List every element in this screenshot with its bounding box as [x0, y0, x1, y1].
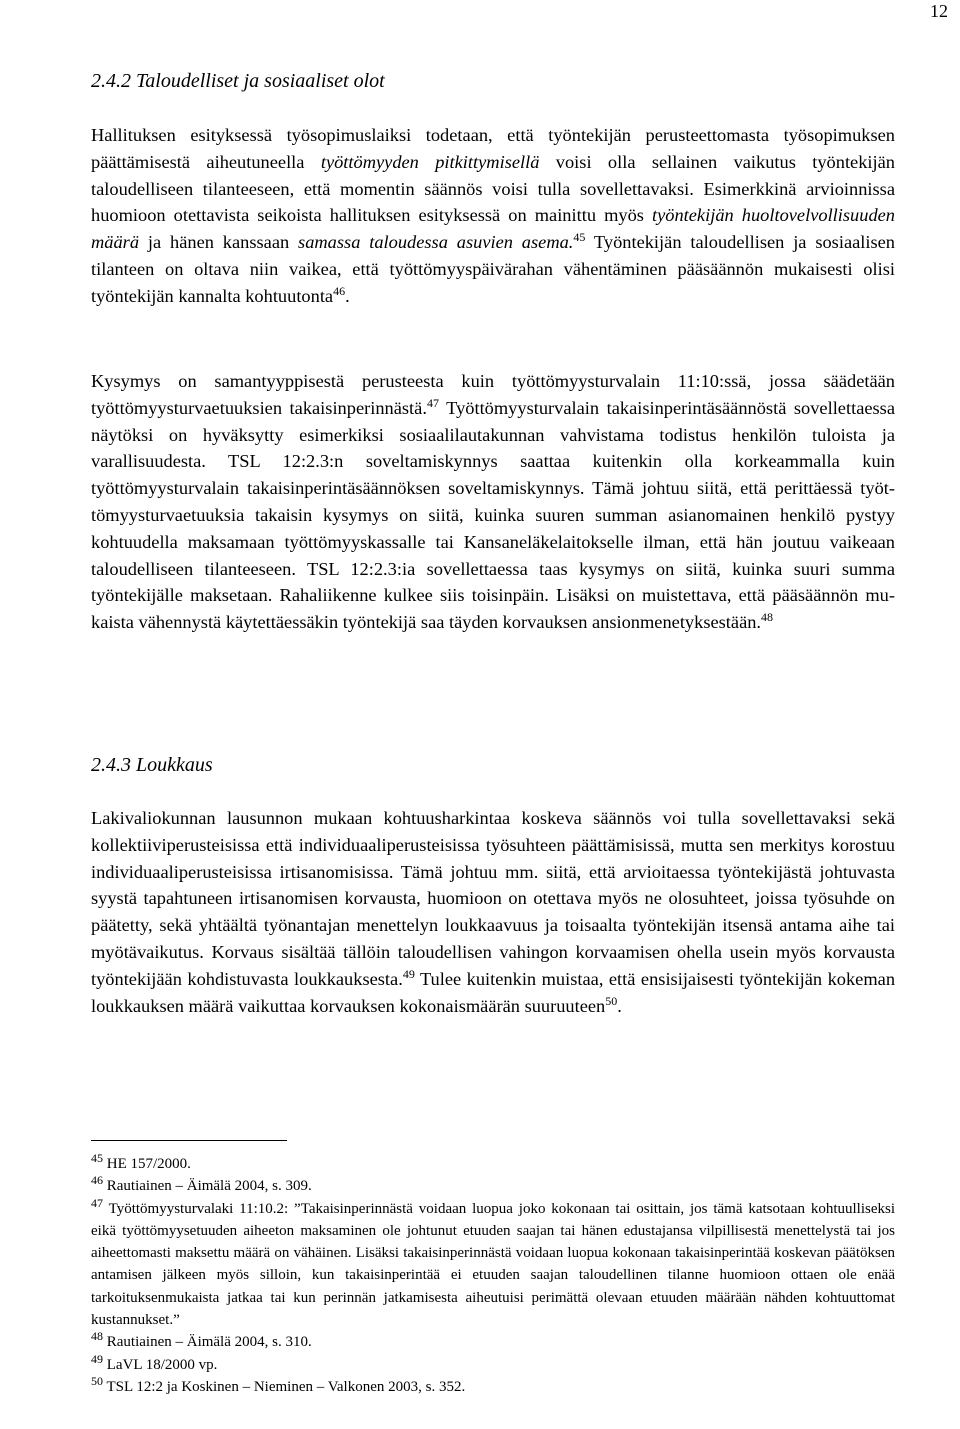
footnote-number: 49: [91, 1351, 103, 1366]
footnote-number: 47: [91, 1195, 103, 1210]
footnote-divider: [91, 1140, 287, 1141]
footnote-reference: 48: [761, 610, 774, 625]
footnote-reference: 46: [333, 283, 346, 298]
emphasis-text: työttömyyden pitkittymisellä: [320, 151, 540, 172]
footnote-text: LaVL 18/2000 vp.: [106, 1356, 218, 1373]
emphasis-text: työntekijän huoltovelvollisuuden määrä: [91, 205, 895, 253]
text-run: Hallituksen esityksessä työsopimuslaiksi todetaan, että työntekijän perusteettomasta työsopimuksen päättämisestä aiheutuneella: [91, 125, 895, 172]
text-run: Työntekijän taloudellisen ja sosiaalisen tilanteen on oltava niin vaikea, että työttömyyspäivärahan vähentäminen pääsäännön mukaisesti olisi työntekijän kannalta kohtuutonta: [91, 232, 896, 306]
paragraph: [91, 368, 895, 636]
footnote-text: Rautiainen – Äimälä 2004, s. 310.: [106, 1334, 312, 1351]
emphasis-text: samassa taloudessa asuvien asema.: [298, 232, 574, 253]
text-run: voisi olla sellainen vaikutus työntekijän taloudelliseen tilanteeseen, että momentin säännös voisi tulla sovellettavaksi. Esimerkkinä arvioinnissa huomioon otettavista seikoista hallituksen esityksessä on mainittu myös: [91, 151, 895, 226]
footnote: [91, 1331, 895, 1353]
text-run: ja hänen kanssaan: [139, 232, 299, 253]
paragraph: [91, 122, 895, 310]
footnote: [91, 1175, 895, 1197]
section-heading-2-4-3: 2.4.3 Loukkaus: [91, 754, 213, 776]
paragraph: [91, 805, 895, 1019]
footnote: [91, 1153, 895, 1175]
footnote-number: 48: [91, 1329, 103, 1344]
section-heading-2-4-2: 2.4.2 Taloudelliset ja sosiaaliset olot: [91, 70, 385, 92]
footnote-text: Rautiainen – Äimälä 2004, s. 309.: [106, 1178, 312, 1195]
text-run: .: [617, 995, 622, 1016]
footnote-text: TSL 12:2 ja Koskinen – Nieminen – Valkonen 2003, s. 352.: [106, 1378, 466, 1395]
text-run: Lakivaliokunnan lausunnon mukaan kohtuusharkintaa koskeva säännös voi tulla sovellettavaksi sekä kollektiiviperusteisissa että individuaaliperusteisissa työsuhteen päättämisissä, mutta sen merkitys korostuu individuaaliperusteisissa irtisanomisissa. Tämä johtuu mm. siitä, että arvioitaessa työntekijästä johtuvasta syystä tapahtuneen irtisanomisen korvausta, huomioon on otettava myös ne olosuhteet, joissa työsuhde on päätetty, sekä yhtäältä työnantajan menettelyn loukkaavuus ja toisaalta työntekijän itsensä antama aihe tai myötävaikutus. Korvaus sisältää tällöin taloudellisen vahingon korvaamisen ohella usein myös korvausta työntekijään kohdistuvasta loukkauksesta.: [91, 808, 895, 989]
footnote-number: 45: [91, 1151, 103, 1165]
footnote-number: 46: [91, 1173, 103, 1188]
text-run: Työttömyysturvalain takaisinperintäsäännöstä sovellettaessa näytöksi on hyväksytty esimerkiksi sosiaalilautakunnan vahvistama todistus henkilön tuloista ja varallisuudesta. TSL 12:2.3:n soveltamiskynnys saattaa kuitenkin olla korkeammalla kuin työttömyysturvalain takaisinperintäsäännöksen soveltamiskynnys. Tämä johtuu siitä, että perittäessä työttömyysturvaetuuksia takaisin kysymys on siitä, kuinka suuren summan asianomainen henkilö pystyy kohtuudella maksamaan työttömyyskassalle tai Kansaneläkelaitokselle ilman, että hän joutuu vaikeaan taloudelliseen tilanteeseen. TSL 12:2.3:ia sovellettaessa taas kysymys on siitä, kuinka suuri summa työntekijälle maksetaan. Rahaliikenne kulkee siis toisinpäin. Lisäksi on muistettava, että pääsäännön mukaista vähennystä käytettäessäkin työntekijä saa täyden korvauksen ansionmenetyksestään.: [91, 397, 895, 633]
footnote: [91, 1373, 895, 1398]
footnote-reference: 49: [402, 966, 415, 981]
text-run: Kysymys on samantyyppisestä perusteesta kuin työttömyysturvalain 11:10:ssä, jossa säädetään työttömyysturvaetuuksien takaisinperinnästä.: [91, 371, 895, 418]
footnotes: [91, 1153, 895, 1398]
footnote: [91, 1351, 895, 1376]
footnote-text: Työttömyysturvalaki 11:10.2: ”Takaisinperinnästä voidaan luopua joko kokonaan tai osittain, jos tämä katsotaan kohtuulliseksi eikä työttömyysetuuden aiheeton maksaminen ole johtunut etuuden saajan tai hänen edustajansa vilpillisestä menettelystä tai jos aiheettomasti maksettu määrä on vähäinen. Lisäksi takaisinperinnästä voidaan luopua kokonaan takaisinperintää koskevan päätöksen antamisen jälkeen myös silloin, kun takaisinperintää ei etuuden saajan taloudellinen tilanne huomioon ottaen ole enää tarkoituksenmukaista jatkaa tai kun perinnän jatkamisesta aiheutuisi perimättä olevaan etuuden määrään nähden kohtuuttomat kustannukset.”: [91, 1200, 895, 1329]
footnote: [91, 1195, 895, 1332]
page-number: 12: [930, 1, 948, 21]
footnote-reference: 47: [426, 395, 439, 410]
footnote-reference: 50: [605, 993, 618, 1008]
footnote-reference: 45: [573, 230, 586, 245]
footnote-number: 50: [91, 1373, 103, 1388]
text-run: .: [345, 285, 350, 306]
footnote-text: HE 157/2000.: [106, 1156, 191, 1172]
text-run: Tulee kuitenkin muistaa, että ensisijaisesti työntekijän kokeman loukkauksen määrä vaikuttaa korvauksen kokonaismäärän suuruuteen: [91, 968, 896, 1016]
